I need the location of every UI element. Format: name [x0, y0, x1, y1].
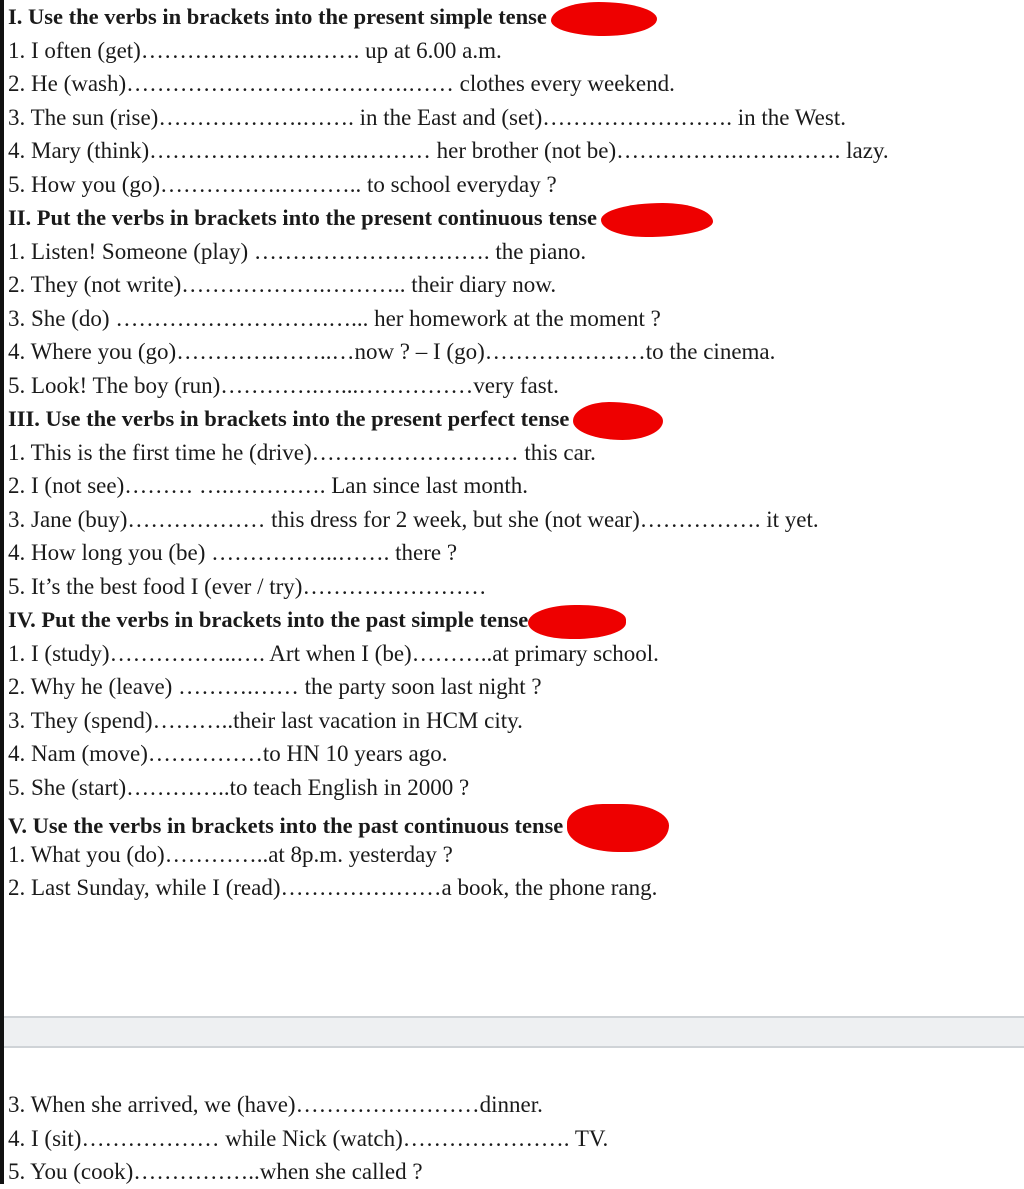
section-heading-4 [8, 603, 1020, 637]
exercise-item: 4. Nam (move)……………to HN 10 years ago. [8, 741, 448, 766]
section-heading-3 [8, 402, 1020, 436]
redaction-scribble [601, 203, 713, 237]
section-heading-1 [8, 0, 1020, 34]
exercise-item: 1. I (study)……………..…. Art when I (be)………..at primary school. [8, 640, 659, 666]
page-break-band [4, 1016, 1024, 1048]
exercise-item: 1. What you (do)…………..at 8p.m. yesterday ? [8, 841, 453, 867]
exercise-item: 1. Listen! Someone (play) …………………………. the piano. [8, 238, 587, 264]
exercise-item: 4. Where you (go)………….……..…now ? – I (go)…………………to the cinema. [8, 339, 776, 364]
exercise-item: 3. When she arrived, we (have)……………………dinner. [8, 1092, 543, 1117]
section-heading-text: III. Use the verbs in brackets into the present perfect tense [8, 406, 570, 432]
exercise-item: 3. They (spend)………..their last vacation in HCM city. [8, 707, 523, 733]
exercise-item: 5. Look! The boy (run)………….…...……………very fast. [8, 372, 559, 398]
exercise-item: 5. You (cook)……………..when she called ? [8, 1159, 423, 1184]
section-heading-text: I. Use the verbs in brackets into the present simple tense [8, 4, 547, 29]
exercise-item: 5. She (start)…………..to teach English in 2000 ? [8, 774, 470, 800]
exercise-item: 3. Jane (buy)……………… this dress for 2 week, but she (not wear)……………. it yet. [8, 506, 819, 532]
section-heading-2 [8, 201, 1020, 235]
exercise-item: 1. I often (get)………………….……. up at 6.00 a.m. [8, 37, 502, 63]
redaction-scribble [551, 2, 657, 36]
section-heading-text: IV. Put the verbs in brackets into the past simple tense [8, 607, 529, 632]
exercise-item: 4. Mary (think)……………………….……… her brother (not be)…………….…….……. lazy. [8, 138, 889, 163]
exercise-item: 3. The sun (rise)……………….……. in the East and (set)……………………. in the West. [8, 104, 846, 130]
exercise-item: 3. She (do) ……………………….…... her homework at the moment ? [8, 305, 661, 331]
section-heading-text: II. Put the verbs in brackets into the present continuous tense [8, 205, 597, 230]
exercise-item: 2. They (not write)……………….……….. their diary now. [8, 272, 557, 297]
section-heading-5 [8, 804, 1020, 838]
left-border [0, 0, 4, 1184]
exercise-item: 2. He (wash)……………………………….…… clothes every weekend. [8, 71, 675, 96]
exercise-item: 4. How long you (be) ……………..……. there ? [8, 540, 458, 565]
exercise-item: 4. I (sit)……………… while Nick (watch)…………………. TV. [8, 1125, 609, 1151]
section-heading-text: V. Use the verbs in brackets into the past continuous tense [8, 813, 564, 839]
exercise-item: 2. Why he (leave) ……….…… the party soon last night ? [8, 674, 542, 699]
exercise-item: 5. It’s the best food I (ever / try)…………………… [8, 573, 487, 599]
redaction-scribble [528, 605, 626, 639]
exercise-item: 2. Last Sunday, while I (read)…………………a book, the phone rang. [8, 875, 658, 900]
exercise-item: 2. I (not see)……… ….…………. Lan since last month. [8, 473, 528, 498]
worksheet-page-bottom [8, 1088, 1020, 1189]
exercise-item: 5. How you (go)…………….……….. to school everyday ? [8, 171, 557, 197]
exercise-item: 1. This is the first time he (drive)……………………… this car. [8, 439, 596, 465]
worksheet-page-top [8, 0, 1020, 905]
redaction-scribble [573, 402, 663, 440]
